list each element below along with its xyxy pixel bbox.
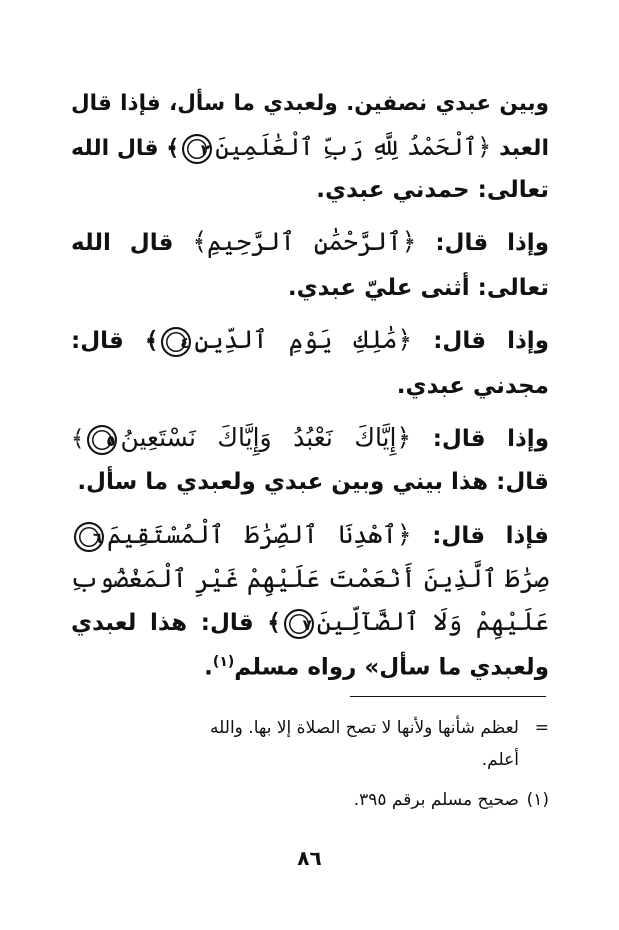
footnote-text: أعلم. bbox=[481, 750, 519, 770]
footnote-continuation bbox=[59, 712, 549, 744]
quran-verse: ﴿ٱهْدِنَا ٱلصِّرَٰطَ ٱلْمُسْتَقِيمَ bbox=[107, 520, 412, 549]
quran-verse: عَلَيْهِمْ وَلَا ٱلضَّآلِّينَ bbox=[316, 607, 549, 636]
quran-verse: ﴿إِيَّاكَ نَعْبُدُ وَإِيَّاكَ نَسْتَعِينُ bbox=[120, 423, 412, 452]
text-segment: ﴾ قال الله bbox=[71, 136, 180, 161]
text-line-10 bbox=[71, 515, 549, 556]
quran-verse: ﴿ٱلْحَمْدُ لِلَّهِ رَبِّ ٱلْعَٰلَمِينَ bbox=[215, 133, 492, 161]
text-line-3: تعالى: حمدني عبدي. bbox=[316, 177, 549, 203]
text-line-5: تعالى: أثنى عليّ عبدي. bbox=[287, 275, 549, 301]
text-line-13 bbox=[71, 642, 549, 688]
text-segment: العبد bbox=[499, 136, 549, 161]
text-line-7: مجدني عبدي. bbox=[396, 373, 549, 399]
quran-verse-line-11: صِرَٰطَ ٱلَّذِينَ أَنْعَمْتَ عَلَيْهِمْ غَيْرِ ٱلْمَغْضُوبِ bbox=[69, 564, 549, 593]
footnote-1 bbox=[59, 784, 549, 816]
text-line-1: وبين عبدي نصفين. ولعبدي ما سأل، فإذا قال bbox=[71, 91, 549, 116]
text-segment: قال الله bbox=[71, 230, 174, 256]
text-line-9: قال: هذا بيني وبين عبدي ولعبدي ما سأل. bbox=[77, 469, 549, 495]
text-line-6 bbox=[71, 320, 549, 361]
text-line-2 bbox=[71, 127, 549, 169]
text-line-4 bbox=[71, 222, 549, 263]
ayah-number-marker: ٧ bbox=[284, 609, 314, 639]
ayah-number-marker: ٢ bbox=[182, 134, 212, 164]
text-segment: ﴾ قال: bbox=[71, 328, 159, 354]
footnote-continuation-line-2 bbox=[59, 744, 549, 776]
continuation-marker: = bbox=[534, 718, 549, 738]
footnote-text: لعظم شأنها ولأنها لا تصح الصلاة إلا بها. والله bbox=[210, 718, 519, 738]
quran-verse: ﴿ٱلرَّحْمَٰنِ ٱلرَّحِيمِ﴾ bbox=[192, 227, 417, 256]
text-segment: ﴾ قال: هذا لعبدي bbox=[71, 610, 281, 636]
footnote-reference: (١) bbox=[212, 654, 235, 670]
closing-bracket: ﴾ bbox=[71, 426, 85, 452]
text-line-12 bbox=[71, 602, 549, 643]
text-segment: وإذا قال: bbox=[433, 328, 549, 354]
text-segment: وإذا قال: bbox=[435, 230, 549, 256]
footnote-text: صحيح مسلم برقم ٣٩٥. bbox=[353, 790, 519, 810]
text-segment: فإذا قال: bbox=[432, 523, 549, 549]
footnote-marker: (١) bbox=[526, 790, 549, 810]
text-segment: وإذا قال: bbox=[432, 426, 549, 452]
ayah-number-marker: ٦ bbox=[74, 522, 104, 552]
page-number: ٨٦ bbox=[297, 846, 322, 870]
text-line-8 bbox=[71, 418, 549, 459]
text-segment: . bbox=[204, 654, 213, 681]
text-segment: ولعبدي ما سأل» رواه مسلم bbox=[234, 654, 549, 681]
footnote-separator bbox=[350, 696, 546, 697]
ayah-number-marker: ٤ bbox=[161, 327, 191, 357]
ayah-number-marker: ٥ bbox=[87, 425, 117, 455]
quran-verse: ﴿مَٰلِكِ يَوْمِ ٱلدِّينِ bbox=[194, 325, 413, 354]
